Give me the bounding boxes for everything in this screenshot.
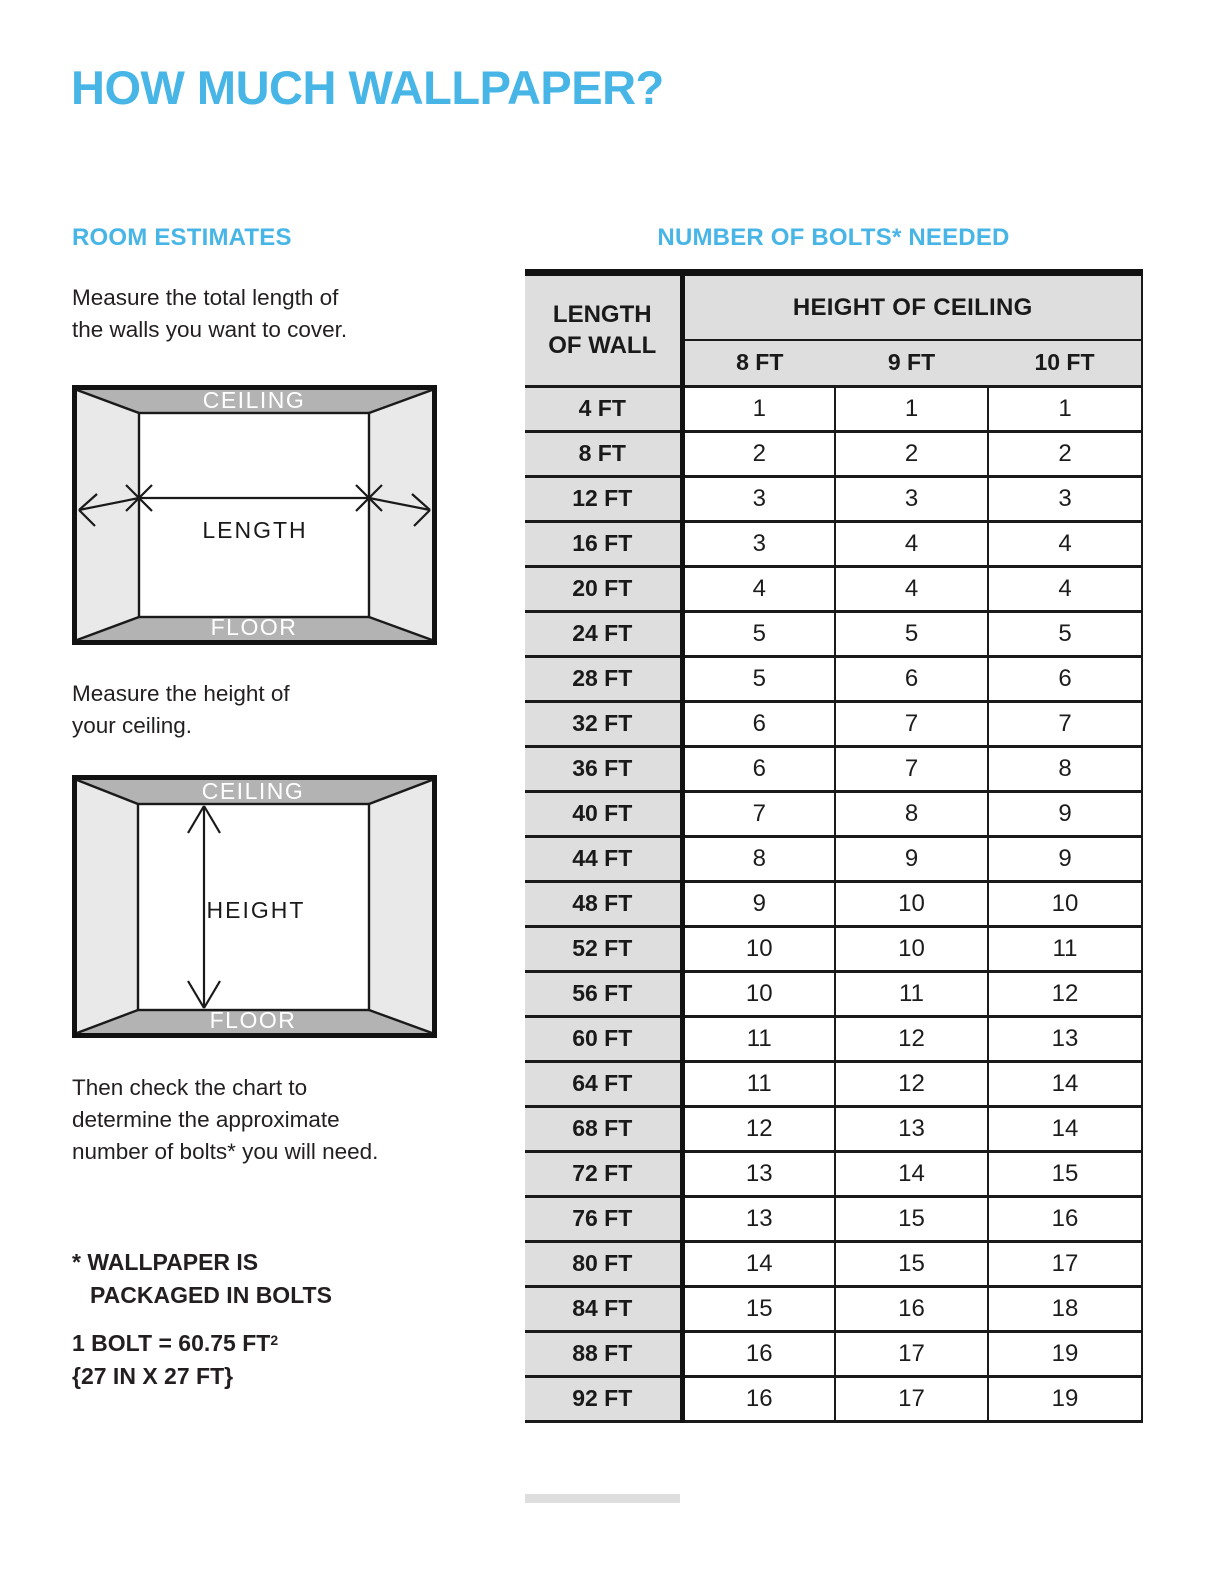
bolt-count-cell: 2 [682, 431, 835, 476]
bolt-count-cell: 5 [988, 611, 1142, 656]
table-row [525, 611, 1142, 656]
superscript-2: 2 [270, 1332, 279, 1348]
row-label-wall-length: 68 FT [525, 1106, 682, 1151]
bolt-count-cell: 5 [682, 611, 835, 656]
bolt-count-cell: 10 [835, 881, 988, 926]
bolt-dimensions: {27 IN X 27 FT} [72, 1363, 234, 1389]
bolt-count-cell: 12 [835, 1061, 988, 1106]
bolt-count-cell: 4 [835, 566, 988, 611]
bolt-count-cell: 1 [682, 386, 835, 431]
length-label: LENGTH [202, 517, 308, 543]
room-estimates-heading: ROOM ESTIMATES [72, 224, 292, 251]
floor-label: FLOOR [209, 1007, 297, 1033]
bolt-count-cell: 16 [988, 1196, 1142, 1241]
bolt-count-cell: 4 [988, 521, 1142, 566]
bolt-count-cell: 17 [835, 1331, 988, 1376]
bolt-count-cell: 4 [835, 521, 988, 566]
bolt-count-cell: 13 [682, 1196, 835, 1241]
instruction-line: your ceiling. [72, 713, 193, 738]
bolt-count-cell: 2 [835, 431, 988, 476]
bolt-count-cell: 6 [682, 746, 835, 791]
table-row [525, 1196, 1142, 1241]
bolts-table-heading: NUMBER OF BOLTS* NEEDED [657, 224, 1010, 251]
row-label-wall-length: 76 FT [525, 1196, 682, 1241]
bolt-count-cell: 13 [835, 1106, 988, 1151]
table-row [525, 791, 1142, 836]
table-row [525, 971, 1142, 1016]
bolt-count-cell: 6 [682, 701, 835, 746]
table-row [525, 836, 1142, 881]
table-row [525, 566, 1142, 611]
bolt-count-cell: 11 [835, 971, 988, 1016]
table-row [525, 431, 1142, 476]
bolt-count-cell: 10 [682, 926, 835, 971]
row-label-wall-length: 12 FT [525, 476, 682, 521]
footnote-line: * WALLPAPER IS [72, 1249, 259, 1275]
row-label-wall-length: 28 FT [525, 656, 682, 701]
table-row [525, 1061, 1142, 1106]
row-label-wall-length: 64 FT [525, 1061, 682, 1106]
table-row [525, 1286, 1142, 1331]
row-label-wall-length: 40 FT [525, 791, 682, 836]
table-row [525, 1376, 1142, 1421]
bolt-count-cell: 14 [682, 1241, 835, 1286]
bolts-footnote [72, 1246, 332, 1312]
height-label: HEIGHT [206, 897, 306, 923]
table-row [525, 701, 1142, 746]
instruction-measure-length [72, 282, 347, 346]
bolt-count-cell: 3 [682, 476, 835, 521]
bolt-count-cell: 7 [988, 701, 1142, 746]
table-row [525, 1331, 1142, 1376]
row-label-wall-length: 36 FT [525, 746, 682, 791]
row-label-wall-length: 24 FT [525, 611, 682, 656]
bolt-count-cell: 6 [835, 656, 988, 701]
table-row [525, 926, 1142, 971]
bolt-equation: 1 BOLT = 60.75 $FT^2$ [72, 1330, 279, 1356]
page-title: HOW MUCH WALLPAPER? [71, 61, 664, 114]
bolt-count-cell: 13 [988, 1016, 1142, 1061]
bolt-count-cell: 6 [988, 656, 1142, 701]
bolt-count-cell: 15 [835, 1196, 988, 1241]
table-row [525, 1016, 1142, 1061]
bolt-count-cell: 8 [835, 791, 988, 836]
table-row [525, 1241, 1142, 1286]
bolt-count-cell: 12 [988, 971, 1142, 1016]
ceiling-label: CEILING [201, 778, 305, 804]
row-label-wall-length: 88 FT [525, 1331, 682, 1376]
footnote-line: PACKAGED IN BOLTS [90, 1282, 332, 1308]
row-label-wall-length: 72 FT [525, 1151, 682, 1196]
column-header-9ft: 9 FT [835, 340, 988, 386]
row-label-wall-length: 48 FT [525, 881, 682, 926]
bolt-count-cell: 15 [988, 1151, 1142, 1196]
bolt-count-cell: 12 [835, 1016, 988, 1061]
bolt-count-cell: 3 [682, 521, 835, 566]
table-row [525, 656, 1142, 701]
bolt-count-cell: 16 [835, 1286, 988, 1331]
instruction-check-chart [72, 1072, 378, 1168]
row-label-wall-length: 32 FT [525, 701, 682, 746]
bolt-count-cell: 14 [988, 1106, 1142, 1151]
bolt-size-info [72, 1324, 278, 1393]
table-row [525, 476, 1142, 521]
bolt-count-cell: 9 [682, 881, 835, 926]
bolt-count-cell: 14 [988, 1061, 1142, 1106]
bolts-table-body [525, 386, 1142, 1421]
room-height-diagram [72, 775, 437, 1038]
row-label-wall-length: 20 FT [525, 566, 682, 611]
bolt-count-cell: 12 [682, 1106, 835, 1151]
row-label-wall-length: 8 FT [525, 431, 682, 476]
bolt-count-cell: 7 [835, 701, 988, 746]
row-label-wall-length: 52 FT [525, 926, 682, 971]
bolt-count-cell: 7 [682, 791, 835, 836]
bolt-count-cell: 8 [682, 836, 835, 881]
table-footer-strip [525, 1494, 680, 1503]
bolt-count-cell: 17 [835, 1376, 988, 1421]
bolt-count-cell: 11 [682, 1061, 835, 1106]
bolts-needed-table [525, 269, 1143, 1423]
bolt-count-cell: 1 [835, 386, 988, 431]
row-label-wall-length: 84 FT [525, 1286, 682, 1331]
instruction-line: Measure the total length of [72, 285, 339, 310]
table-row [525, 521, 1142, 566]
group-header-height-of-ceiling: HEIGHT OF CEILING [682, 273, 1142, 341]
row-label-wall-length: 4 FT [525, 386, 682, 431]
instruction-line: the walls you want to cover. [72, 317, 348, 342]
row-label-wall-length: 16 FT [525, 521, 682, 566]
bolt-count-cell: 9 [835, 836, 988, 881]
bolt-count-cell: 3 [988, 476, 1142, 521]
row-label-wall-length: 56 FT [525, 971, 682, 1016]
instruction-measure-height [72, 678, 290, 742]
bolt-count-cell: 9 [988, 791, 1142, 836]
bolt-count-cell: 15 [835, 1241, 988, 1286]
row-label-wall-length: 44 FT [525, 836, 682, 881]
bolt-count-cell: 11 [988, 926, 1142, 971]
bolt-count-cell: 11 [682, 1016, 835, 1061]
bolt-count-cell: 15 [682, 1286, 835, 1331]
bolt-count-cell: 5 [682, 656, 835, 701]
table-row [525, 1106, 1142, 1151]
floor-label: FLOOR [210, 614, 298, 640]
room-length-diagram [72, 385, 437, 645]
row-label-wall-length: 80 FT [525, 1241, 682, 1286]
bolt-count-cell: 13 [682, 1151, 835, 1196]
bolt-count-cell: 10 [988, 881, 1142, 926]
bolt-count-cell: 7 [835, 746, 988, 791]
instruction-line: Measure the height of [72, 681, 290, 706]
back-wall [139, 413, 369, 617]
bolt-count-cell: 19 [988, 1331, 1142, 1376]
bolt-count-cell: 4 [682, 566, 835, 611]
column-header-8ft: 8 FT [682, 340, 835, 386]
instruction-line: Then check the chart to [72, 1075, 308, 1100]
bolt-count-cell: 10 [682, 971, 835, 1016]
bolt-count-cell: 14 [835, 1151, 988, 1196]
bolt-count-cell: 5 [835, 611, 988, 656]
row-label-wall-length: 92 FT [525, 1376, 682, 1421]
corner-header-length-of-wall: LENGTH OF WALL [525, 273, 682, 387]
ceiling-label: CEILING [202, 387, 306, 413]
column-header-10ft: 10 FT [988, 340, 1142, 386]
bolt-count-cell: 10 [835, 926, 988, 971]
bolt-count-cell: 1 [988, 386, 1142, 431]
bolt-count-cell: 18 [988, 1286, 1142, 1331]
bolt-count-cell: 4 [988, 566, 1142, 611]
bolt-count-cell: 17 [988, 1241, 1142, 1286]
table-row [525, 881, 1142, 926]
bolt-count-cell: 3 [835, 476, 988, 521]
bolt-count-cell: 19 [988, 1376, 1142, 1421]
table-row [525, 1151, 1142, 1196]
instruction-line: number of bolts* you will need. [72, 1139, 379, 1164]
bolt-count-cell: 16 [682, 1376, 835, 1421]
bolt-count-cell: 8 [988, 746, 1142, 791]
row-label-wall-length: 60 FT [525, 1016, 682, 1061]
instruction-line: determine the approximate [72, 1107, 340, 1132]
table-row [525, 746, 1142, 791]
bolt-count-cell: 2 [988, 431, 1142, 476]
bolt-count-cell: 9 [988, 836, 1142, 881]
table-row [525, 386, 1142, 431]
bolt-count-cell: 16 [682, 1331, 835, 1376]
